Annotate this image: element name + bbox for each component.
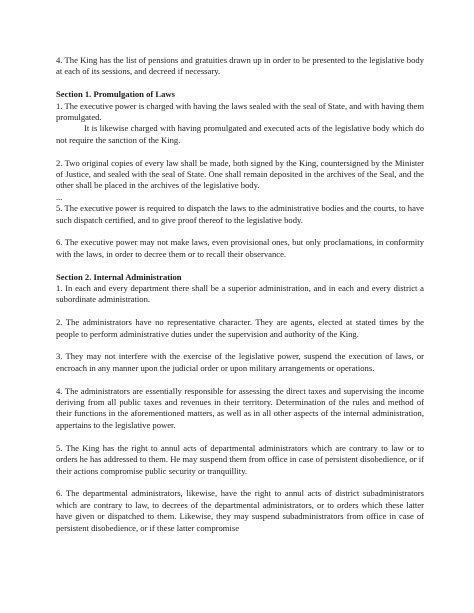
section-2-paragraph-2: 2. The administrators have no representative character. They are agents, elected at stated times by the people to perform administrative duties under the supervision and authority of the King. [56, 317, 424, 339]
section-1-ellipsis: ... [56, 191, 63, 202]
section-1-paragraph-1-continued: It is likewise charged with having promulgated and executed acts of the legislative body which do not require the sanction of the King. [56, 123, 424, 145]
section-2-paragraph-3: 3. They may not interfere with the exercise of the legislative power, suspend the execution of laws, or encroach in any manner upon the judicial order or upon military arrangements or operations. [56, 351, 424, 373]
section-2-heading: Section 2. Internal Administration [56, 271, 182, 282]
section-1-paragraph-6: 6. The executive power may not make laws, even provisional ones, but only proclamations, in conformity with the laws, in order to decree them or to recall their observance. [56, 237, 424, 259]
section-1-paragraph-5: 5. The executive power is required to dispatch the laws to the administrative bodies and the courts, to have such dispatch certified, and to give proof thereof to the legislative body. [56, 203, 424, 225]
section-2-paragraph-6: 6. The departmental administrators, likewise, have the right to annul acts of district subadministrators which are contrary to law, to decrees of the departmental administrators, or to orders which these latter have given or dispatched to them. Likewise, they may suspend subadministrators from office in case of persistent disobedience, or if these latter compromise [56, 488, 424, 533]
section-2-paragraph-5: 5. The King has the right to annul acts of departmental administrators which are contrary to law or to orders he has addressed to them. He may suspend them from office in case of persistent disobedience, or if their actions compromise public security or tranquillity. [56, 442, 424, 476]
section-1-paragraph-2: 2. Two original copies of every law shall be made, both signed by the King, countersigned by the Minister of Justice, and sealed with the seal of State. One shall remain deposited in the archives of the Seal, and the other shall be placed in the archives of the legislative body. [56, 157, 424, 191]
paragraph-king-pensions: 4. The King has the list of pensions and gratuities drawn up in order to be presented to the legislative body at each of its sessions, and decreed if necessary. [56, 55, 424, 77]
section-2-paragraph-4: 4. The administrators are essentially responsible for assessing the direct taxes and supervising the income deriving from all public taxes and revenues in their territory. Determination of the rules and method of their functions in the aforementioned matters, as well as in all other aspects of the internal administration, appertains to the legislative power. [56, 385, 424, 430]
section-2-paragraph-1: 1. In each and every department there shall be a superior administration, and in each and every district a subordinate administration. [56, 283, 424, 305]
section-1-paragraph-1: 1. The executive power is charged with having the laws sealed with the seal of State, and with having them promulgated. [56, 100, 424, 123]
section-1-heading: Section 1. Promulgation of Laws [56, 89, 175, 100]
